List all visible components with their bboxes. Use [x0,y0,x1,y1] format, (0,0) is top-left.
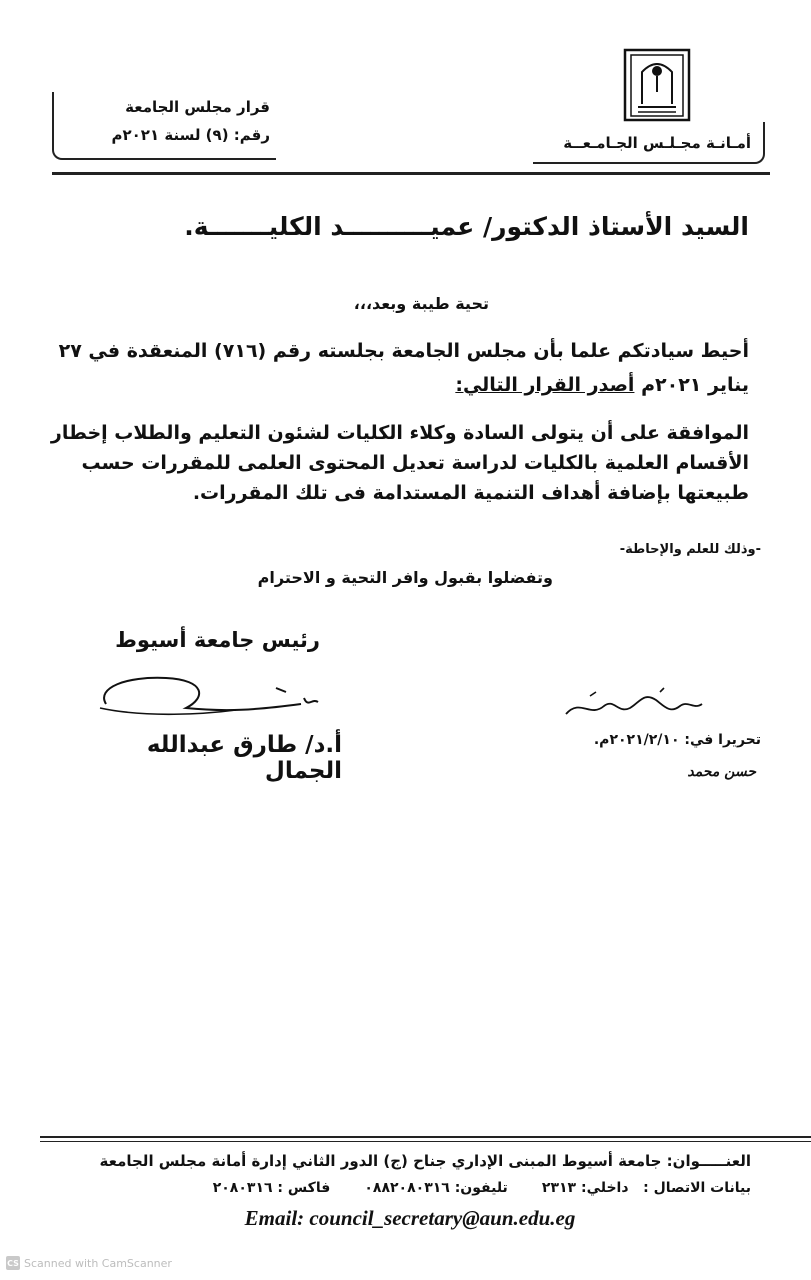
footer-email: Email: council_secretary@aun.edu.eg [244,1206,576,1230]
footer-address: العنـــــوان: جامعة أسيوط المبنى الإداري جناح (ج) الدور الثاني إدارة أمانة مجلس الجامعة [99,1152,751,1170]
footer-divider [40,1136,811,1138]
decision-title: قرار مجلس الجامعة [125,98,270,116]
greeting-text: تحية طيبة وبعد،،، [353,294,489,313]
scanner-watermark [6,1256,206,1270]
intro-paragraph-text: أحيط سيادتكم علما بأن مجلس الجامعة بجلسته رقم (٧١٦) المنعقدة في ٢٧ يناير ٢٠٢١م [58,340,749,396]
camscanner-icon: CS [6,1256,20,1270]
president-signature [86,668,326,732]
secretary-signature [560,684,710,724]
clerk-name: حسن محمد [687,764,756,780]
header-divider [52,172,770,175]
closing-note: -وذلك للعلم والإحاطة- [619,542,761,557]
footer-contact: بيانات الاتصال : داخلي: ٢٣١٣ تليفون: ٠٨٨٢٠٨٠٣١٦ فاكس : ٢٠٨٠٣١٦ [212,1180,751,1196]
university-logo [622,44,692,122]
president-title: رئيس جامعة أسيوط [115,628,320,652]
decision-number: رقم: (٩) لسنة ٢٠٢١م [111,126,270,144]
president-name: أ.د/ طارق عبدالله الجمال [146,732,342,784]
intro-paragraph [49,334,749,402]
scanner-watermark-text: Scanned with CamScanner [24,1256,172,1270]
decision-paragraph: الموافقة على أن يتولى السادة وكلاء الكليات لشئون التعليم والطلاب إخطار الأقسام العلمية بالكليات لدراسة تعديل المحتوى العلمى للمقررات حسب طبيعتها بإضافة أهداف التنمية المستدامة فى تلك المقررات. [50,422,749,504]
addressee-heading: السيد الأستاذ الدكتور/ عميــــــــــد الكليـــــــة. [184,212,749,241]
closing-salutation: وتفضلوا بقبول وافر التحية و الاحترام [257,568,553,587]
footer-divider-thin [40,1141,811,1142]
council-secretariat-label: أمـانـة مجـلـس الجـامـعــة [563,134,751,152]
decision-heading: أصدر القرار التالي: [455,374,635,396]
dated-line: تحريرا في: ٢٠٢١/٢/١٠م. [593,732,761,748]
